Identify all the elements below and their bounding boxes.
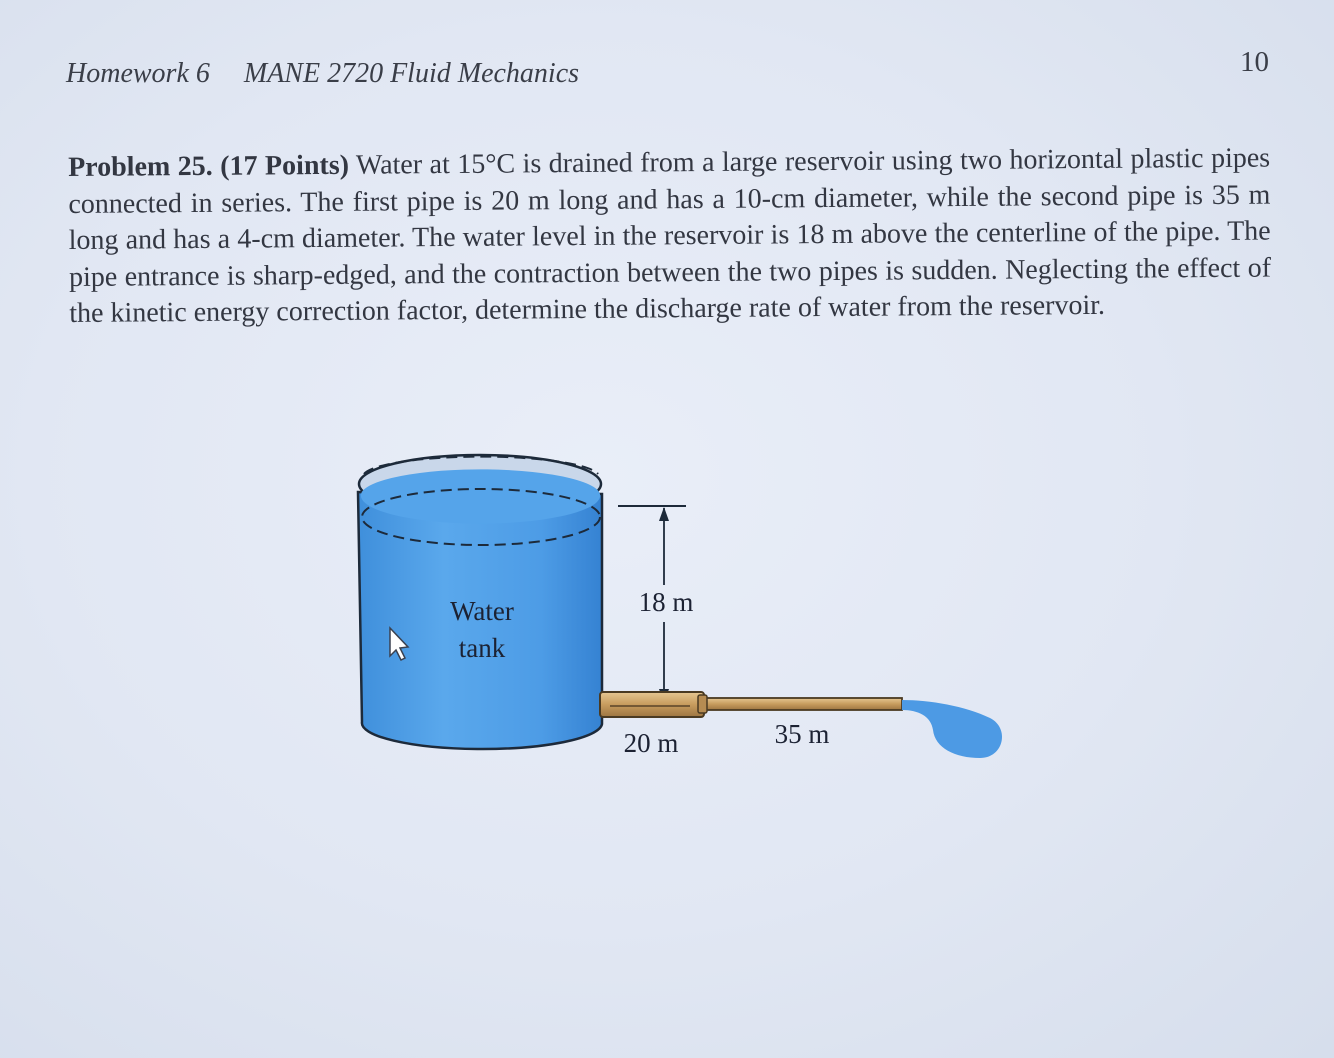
problem-text: Water at 15°C is drained from a large reservoir using two horizontal plastic pipes connected in series. The first pipe is 20 m long and has a 10-cm diameter, while the second pipe is 35 m long and has a 4-cm diameter. The water level in the reservoir is 18 m above the centerline of the pipe. The pipe entrance is sharp-edged, and the contraction between the two pipes is sudden. Neglecting the effect of the kinetic energy correction factor, determine the discharge rate of water from the reservoir. xyxy=(68,142,1272,329)
tank-label-water: Water xyxy=(450,596,514,626)
homework-label: Homework 6 xyxy=(66,58,210,89)
course-title: MANE 2720 Fluid Mechanics xyxy=(243,58,580,89)
pipe-2-length-label: 35 m xyxy=(774,719,830,749)
pipe-2 xyxy=(698,695,902,713)
problem-title: Problem 25. (17 Points) xyxy=(68,149,350,183)
page-number: 10 xyxy=(1240,46,1269,78)
water-jet xyxy=(902,700,1002,758)
height-label: 18 m xyxy=(638,587,694,617)
tank-label-tank: tank xyxy=(458,633,506,663)
pipe-1-length-label: 20 m xyxy=(623,728,679,758)
pipe-1 xyxy=(600,692,704,717)
